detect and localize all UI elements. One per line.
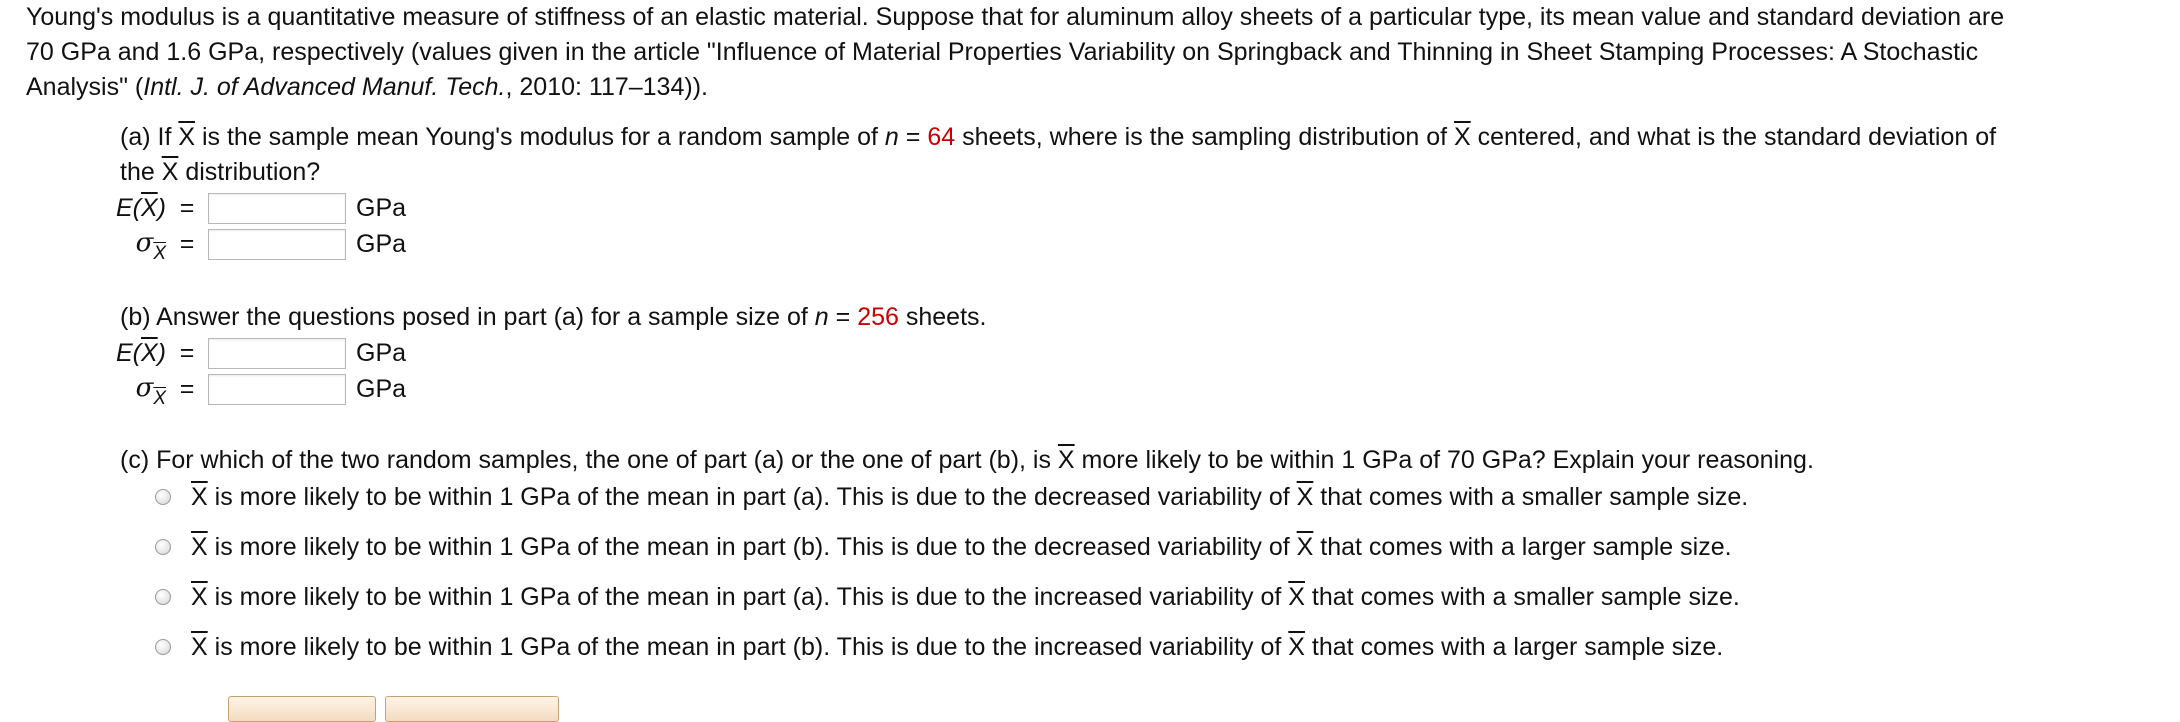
option-1[interactable]	[155, 479, 1748, 515]
option-4[interactable]	[155, 629, 1723, 665]
part-b	[115, 300, 2160, 409]
option-3-text: $\overline{X}$ is more likely to be within 1 GPa of the mean in part (a). This is due to the increased variability of $\overline{X}$ that comes with a smaller sample size.	[191, 582, 1740, 611]
intro-line-3-end: , 2010: 117–134)).	[505, 73, 708, 101]
part-a-question-line-2: the $\overline{X}$ distribution?	[120, 158, 321, 186]
part-a-sd-input[interactable]	[208, 229, 346, 260]
part-b-sd-row	[90, 371, 2160, 407]
part-c-question: (c) For which of the two random samples, the one of part (a) or the one of part (b), is $\overline{X}$ more likely to be within 1 GPa of 70 GPa? Explain your reasoning.	[120, 446, 1814, 474]
equals-sign: =	[179, 229, 195, 258]
option-2-text: $\overline{X}$ is more likely to be within 1 GPa of the mean in part (b). This is due to the decreased variability of $\overline{X}$ that comes with a larger sample size.	[191, 532, 1732, 561]
option-3[interactable]	[155, 579, 1740, 615]
xbar-symbol: $\overline{X}$	[1454, 123, 1471, 151]
part-b-question: (b) Answer the questions posed in part (a) for a sample size of n = 256 sheets.	[120, 303, 987, 331]
unit-label: GPa	[356, 374, 407, 403]
radio-button[interactable]	[155, 539, 171, 555]
journal-name: Intl. J. of Advanced Manuf. Tech.	[143, 73, 506, 101]
n-variable: n	[814, 303, 829, 331]
expected-value-label: $E(\overline{X})$	[115, 193, 166, 222]
std-dev-label: $\sigma_{\overline{X}}$	[135, 227, 166, 264]
option-2[interactable]	[155, 529, 1732, 565]
unit-label: GPa	[356, 193, 407, 222]
intro-line-2: 70 GPa and 1.6 GPa, respectively (values given in the article "Influence of Material Properties Variability on Springback and Thinning in Sheet Stamping Processes: A Stochastic	[26, 38, 1979, 66]
part-c	[120, 443, 2160, 478]
part-a-sd-row	[90, 226, 2160, 262]
expected-value-label: $E(\overline{X})$	[115, 338, 166, 367]
xbar-symbol: $\overline{X}$	[1057, 446, 1075, 474]
part-b-mean-row	[90, 335, 2160, 371]
radio-button[interactable]	[155, 489, 171, 505]
xbar-symbol: $\overline{X}$	[178, 123, 196, 151]
radio-button[interactable]	[155, 639, 171, 655]
sample-size-a: 64	[927, 123, 956, 151]
sample-size-b: 256	[857, 303, 899, 331]
intro-line-1: Young's modulus is a quantitative measure of stiffness of an elastic material. Suppose that for aluminum alloy sheets of a particular type, its mean value and standard deviation are	[26, 3, 2005, 31]
intro-line-3	[26, 70, 2166, 105]
equals-sign: =	[179, 374, 195, 403]
part-a	[115, 120, 2160, 264]
equals-sign: =	[179, 193, 195, 222]
part-a-mean-input[interactable]	[208, 193, 346, 224]
option-1-text: $\overline{X}$ is more likely to be within 1 GPa of the mean in part (a). This is due to the decreased variability of $\overline{X}$ that comes with a smaller sample size.	[191, 482, 1749, 511]
unit-label: GPa	[356, 229, 407, 258]
bottom-button-1[interactable]	[228, 696, 376, 722]
xbar-symbol: $\overline{X}$	[161, 158, 179, 186]
unit-label: GPa	[356, 338, 407, 367]
part-a-question: (a) If $\overline{X}$ is the sample mean Young's modulus for a random sample of n = 64 sheets, where is the sampling distribution of $\overline{X}$ centered, and what is the standard deviation of	[120, 123, 1997, 151]
option-4-text: $\overline{X}$ is more likely to be within 1 GPa of the mean in part (b). This is due to the increased variability of $\overline{X}$ that comes with a larger sample size.	[191, 632, 1724, 661]
radio-button[interactable]	[155, 589, 171, 605]
part-b-mean-input[interactable]	[208, 338, 346, 369]
problem-intro	[26, 0, 2166, 105]
part-a-mean-row	[90, 190, 2160, 226]
intro-line-3-start: Analysis" (	[26, 73, 144, 101]
n-variable: n	[884, 123, 899, 151]
std-dev-label: $\sigma_{\overline{X}}$	[135, 372, 166, 409]
bottom-button-2[interactable]	[385, 696, 559, 722]
part-b-sd-input[interactable]	[208, 374, 346, 405]
equals-sign: =	[179, 338, 195, 367]
